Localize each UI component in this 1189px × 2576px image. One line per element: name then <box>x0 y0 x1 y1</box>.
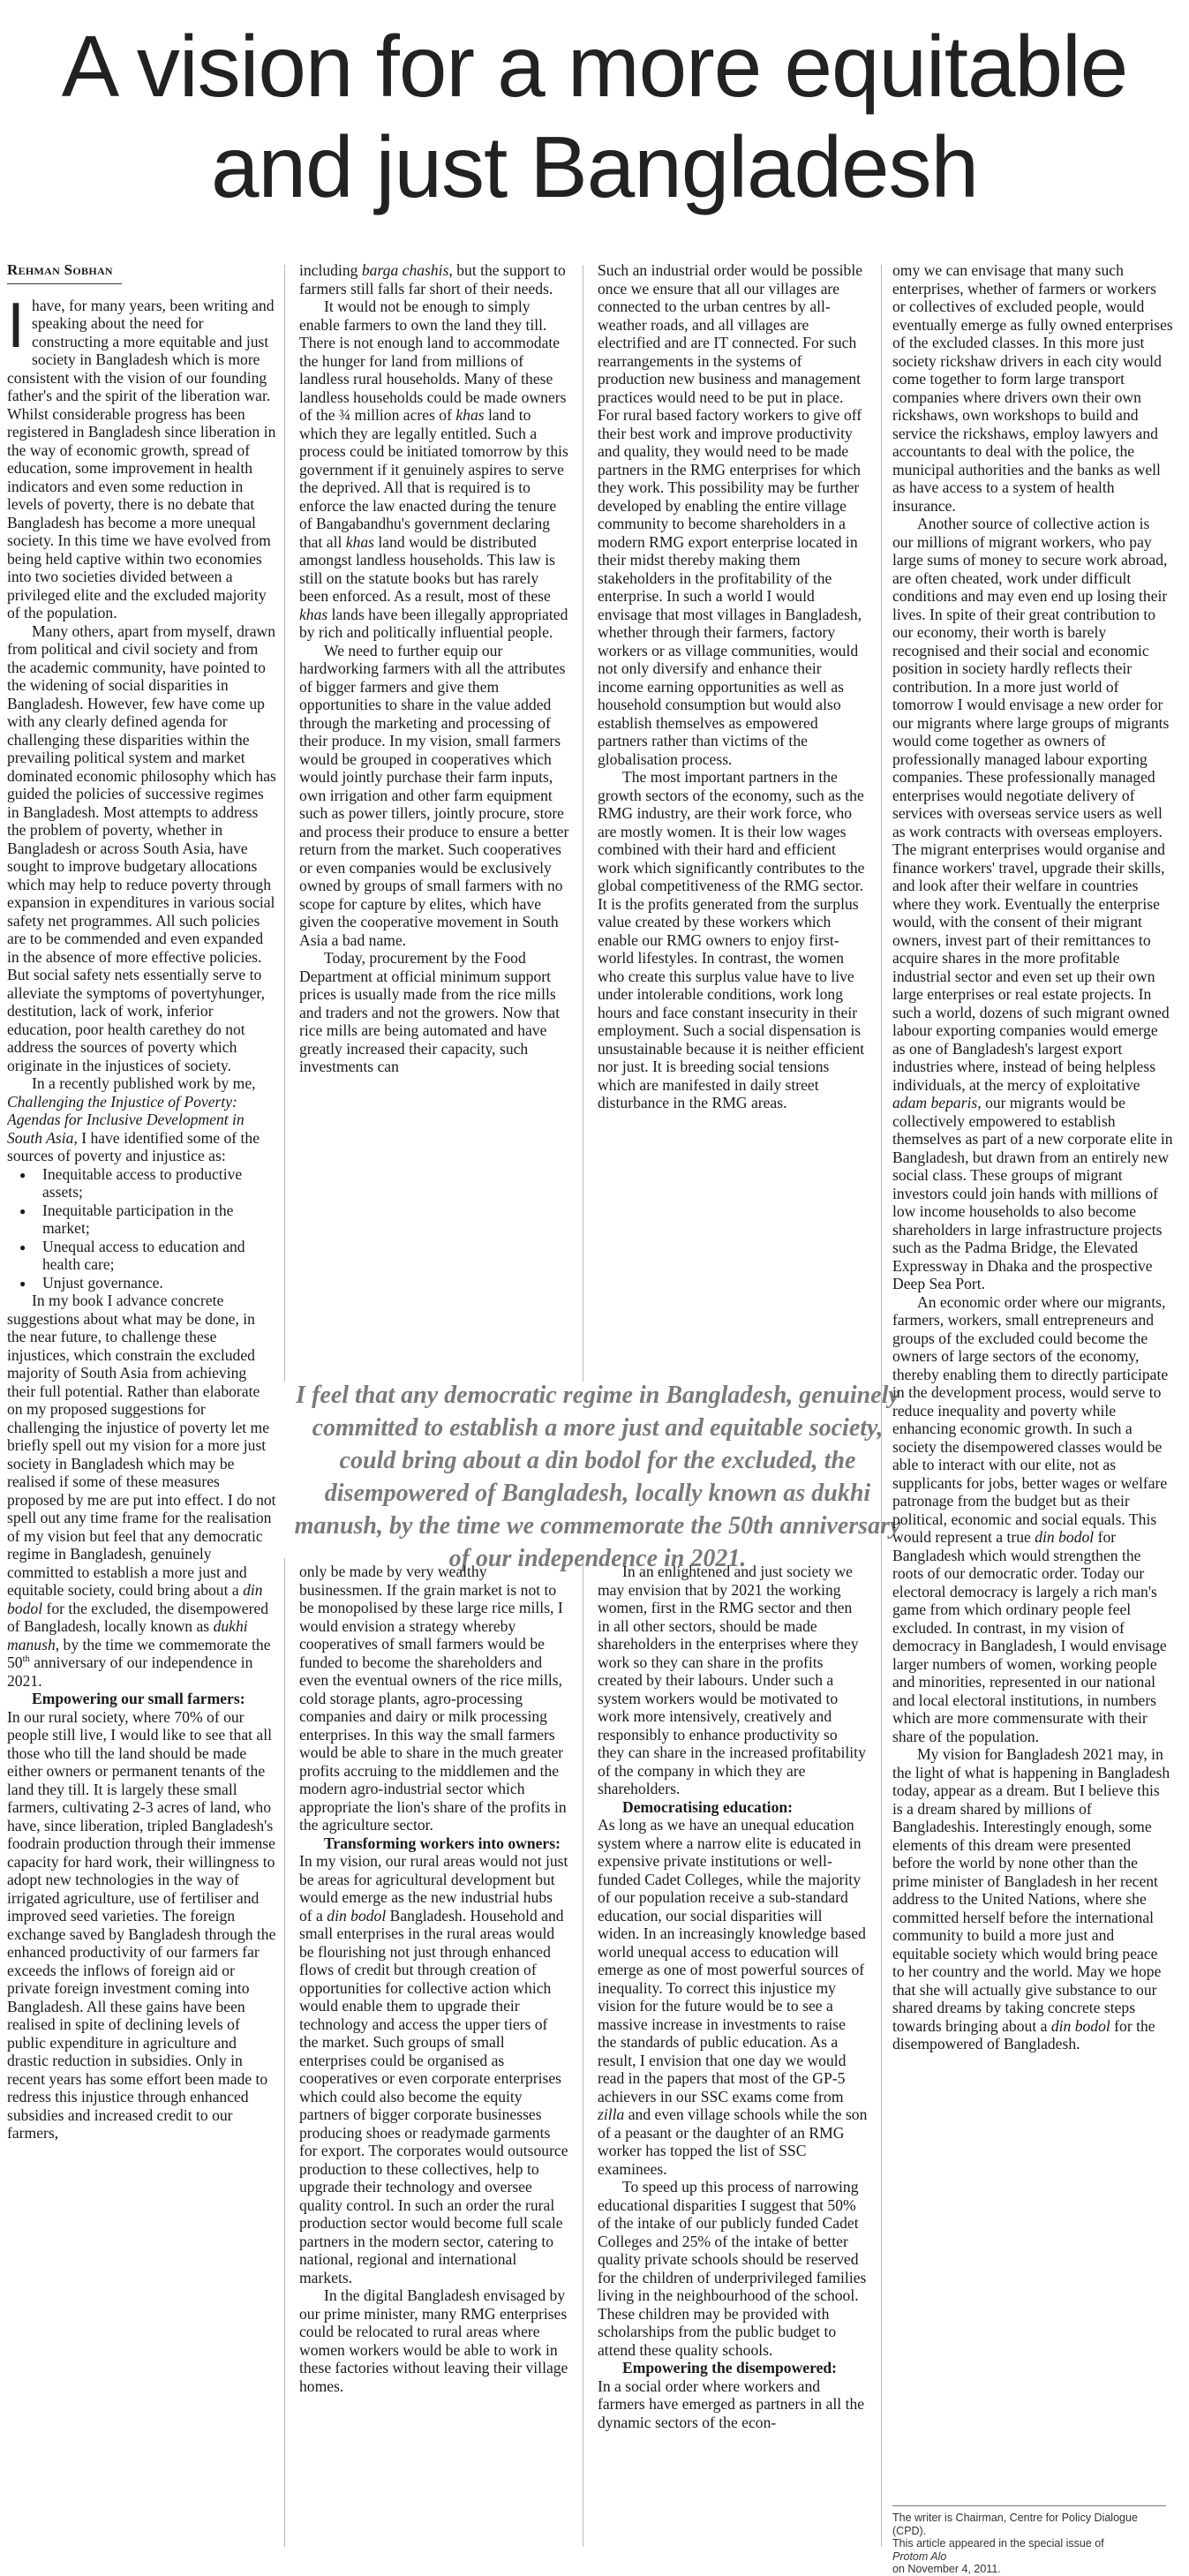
paragraph-text: , I have identified some of the sources of poverty and injustice as: <box>7 1128 260 1164</box>
paragraph: The most important partners in the growth sectors of the economy, such as the RMG industry, are their work force, who are mostly women. It is their low wages combined with their hard and efficient work which significantly contributes to the global competitiveness of the RMG sector. It is the profits generated from the surplus value created by these workers which enable our RMG owners to enjoy first-world lifestyles. In contrast, the women who create this surplus value have to live under intolerable conditions, work long hours and face constant insecurity in their employment. Such a social dispensation is unsustainable because it is neither efficient nor just. It is breeding social tensions which are manifested in daily street disturbance in the RMG areas. <box>598 768 865 1111</box>
subhead: Democratising education: <box>622 1797 794 1816</box>
paragraph-text: In my vision, our rural areas would not just be areas for agricultural development but would emerge as the new industrial hubs of a <box>299 1852 568 1924</box>
column-4 <box>892 261 1173 2500</box>
paragraph <box>598 1816 868 2178</box>
italic-term: din bodol <box>1050 2016 1110 2035</box>
paragraph-text: including <box>299 261 362 279</box>
paragraph <box>7 1074 277 1165</box>
paragraph-text: for the disempowered of Bangladesh. <box>892 2016 1155 2053</box>
paragraph <box>892 1293 1173 1746</box>
italic-term: khas <box>345 532 375 551</box>
column-3-top <box>598 261 868 1375</box>
paragraph-text: In a recently published work by me, <box>32 1074 256 1092</box>
paragraph-text: , but the support to farmers still falls far short of their needs. <box>299 261 566 298</box>
paragraph: Many others, apart from myself, drawn from political and civil society and from the academic community, have pointed to the widening of social disparities in Bangladesh. However, few have come up with any clearly defined agenda for challenging these disparities within the prevailing political system and market dominated economic philosophy which has guided the policies of successive regimes in Bangladesh. Most attempts to address the problem of poverty, whether in Bangladesh or across South Asia, have sought to improve budgetary allocations which may help to reduce poverty through expansion in expenditures in various social safety net programmes. All such policies are to be commended and even expanded in the absence of more effective policies. But social safety nets essentially serve to alleviate the symptoms of povertyhunger, destitution, lack of work, inferior education, poor health carethey do not address the sources of poverty which originate in the injustices of society. <box>7 621 276 1074</box>
paragraph-text: , by the time we commemorate the 50 <box>7 1635 271 1671</box>
author-note-line <box>892 2537 1166 2576</box>
paragraph: In the digital Bangladesh envisaged by our prime minister, many RMG enterprises could be relocated to rural areas where women workers would be able to work in these factories without leaving their village homes. <box>299 2286 568 2395</box>
italic-term: din bodol <box>1035 1528 1095 1546</box>
paragraph: only be made by very wealthy businessmen. If the grain market is not to be monopolised by these large rice mills, I would envision a strategy whereby cooperatives of small farmers would be funded to become the shareholders and even the eventual owners of the rice mills, cold storage plants, agro-processing companies and dairy or milk processing enterprises. In this way the small farmers would be able to share in the much greater profits accruing to the middlemen and the modern agro-industrial sector which appropriate the lion's share of the profits in the agriculture sector. <box>299 1563 567 1834</box>
column-1 <box>7 261 277 2552</box>
paragraph-text: lands have been illegally appropriated by rich and politically influential people. <box>299 605 568 641</box>
author-note <box>892 2505 1166 2576</box>
superscript: th <box>22 1654 30 1665</box>
subhead: Transforming workers into owners: <box>324 1834 561 1852</box>
paragraph: Such an industrial order would be possible once we ensure that all our villages are connected to the urban centres by all- weather roads, and all villages are electrified and are IT connected. For such rearrangements in the systems of production new business and management practices would need to be put in place. For rural based factory workers to give off their best work and improve productivity and quality, they would need to be made partners in the RMG enterprises for which they work. This possibility may be further developed by enabling the entire village community to become shareholders in a modern RMG export enterprise located in their midst thereby making them stakeholders in the profitability of the enterprise. In such a world I would envisage that most villages in Bangladesh, whether through their farmers, factory workers or as village communities, would not only diversify and enhance their income earning opportunities as well as household consumption but would also establish themselves as empowered partners rather than victims of the globalisation process. <box>598 261 863 768</box>
paragraph <box>299 261 569 298</box>
list-item: ● Unequal access to education and health care; <box>42 1238 277 1274</box>
list-item: ● Unjust governance. <box>42 1274 277 1292</box>
paragraph <box>892 1745 1173 2053</box>
paragraph-text: anniversary of our independence in 2021. <box>7 1653 253 1690</box>
italic-term: adam beparis <box>892 1094 978 1111</box>
column-3-bottom <box>598 1563 868 2553</box>
headline: A vision for a more equitable and just Bangladesh <box>61 18 1128 215</box>
paragraph <box>7 1292 277 1690</box>
subhead: Empowering the disempowered: <box>622 2359 838 2376</box>
author-note-line: The writer is Chairman, Centre for Policy Dialogue (CPD). <box>892 2512 1138 2537</box>
italic-term: din bodol <box>327 1906 387 1924</box>
italic-term: zilla <box>598 2105 625 2123</box>
paragraph-text: for the excluded, the disempowered of Bangladesh, locally known as <box>7 1599 269 1635</box>
pull-quote-text: I feel that any democratic regime in Bangladesh, genuinely committed to establish a more just and equitable society, could bring about a din bodol for the excluded, the disempowered of Bangladesh, locally known as dukhi manush, by the time we commemorate the 50th anniversary of our independence in 2021. <box>294 1382 901 1572</box>
italic-term: din bodol <box>7 1581 263 1617</box>
paragraph: We need to further equip our hardworking farmers with all the attributes of bigger farmers and give them opportunities to share in the value added through the marketing and processing of their produce. In my vision, small farmers would be grouped in cooperatives which would jointly purchase their farm inputs, own irrigation and other farm equipment such as power tillers, jointly procure, store and process their produce to ensure a better return from the market. Such cooperatives or even companies would be exclusively owned by groups of small farmers with no scope for capture by elites, which have given the cooperative movement in South Asia a bad name. <box>299 641 569 949</box>
paragraph-text: for Bangladesh which would strengthen the roots of our democratic order. Today our electoral democracy is largely a rich man's game from which ordinary people feel excluded. In contrast, in my vision of democracy in Bangladesh, I would envisage larger numbers of women, working people and minorities, represented in our national and local electoral institutions, in numbers which are more commensurate with their share of the population. <box>892 1528 1167 1745</box>
paragraph-text: land to which they are legally entitled. Such a process could be initiated tomorrow by this government if it genuinely aspires to serve the deprived. All that is required is to enforce the law enacted during the tenure of Bangabandhu's government declaring that all <box>299 406 568 551</box>
paragraph <box>299 298 569 642</box>
note-text: on November 4, 2011. <box>892 2563 1001 2575</box>
column-2-top <box>299 261 569 1375</box>
paragraph <box>299 1852 569 2286</box>
paragraph-text: Bangladesh. Household and small enterprises in the rural areas would be flourishing not just through enhanced flows of credit but through creation of opportunities for collective action which would enable them to upgrade their technology and access the upper tiers of the market. Such groups of small enterprises could be organised as cooperatives or even corporate enterprises which could also become the equity partners of bigger corporate businesses producing shoes or readymade garments for export. The corporates would outsource production to these collectives, help to upgrade their technology and oversee quality control. In such an order the rural production sector would become full scale partners in the modern sector, catering to national, regional and international markets. <box>299 1906 568 2286</box>
paragraph-text: An economic order where our migrants, farmers, workers, small entrepreneurs and groups of the excluded could become the owners of large sectors of the economy, thereby enabling them to directly participate in the development process, would serve to reduce inequality and poverty while enhancing economic growth. In such a society the disempowered classes would be able to interact with our elite, not as supplicants for jobs, better wages or welfare patronage from the budget but as their political, economic and social equals. This would represent a true <box>892 1292 1169 1546</box>
list-item: ● Inequitable participation in the market; <box>42 1201 277 1238</box>
column-rule <box>284 265 285 1382</box>
pull-quote <box>294 1379 901 1575</box>
paragraph: In an enlightened and just society we may envision that by 2021 the working women, first in the RMG sector and then in all other sectors, should be made shareholders in the enterprises where they work so they can share in the profits created by their labours. Under such a system workers would be motivated to work more intensively, creatively and responsibly to enhance productivity so they can share in the increased profitability of the company in which they are shareholders. <box>598 1563 866 1797</box>
book-title: Challenging the Injustice of Poverty: Agendas for Inclusive Development in South Asia <box>7 1092 245 1147</box>
note-text: This article appeared in the special issue of <box>892 2537 1104 2550</box>
list-item: ● Inequitable access to productive assets; <box>42 1165 277 1201</box>
column-rule <box>284 1558 285 2547</box>
subhead: Empowering our small farmers: <box>32 1690 245 1707</box>
paragraph-text: My vision for Bangladesh 2021 may, in the light of what is happening in Bangladesh today, appear as a dream. But I believe this is a dream shared by millions of Bangladeshis. Interestingly enough, some elements of this dream were presented before the world by none other than the prime minister of Bangladesh in her recent address to the United Nations, where she committed herself before the international community to build a more just and equitable society which would bring peace to her country and the world. May we hope that she will actually give substance to our shared dreams by taking concrete steps towards bringing about a <box>892 1745 1170 2035</box>
bullet-list <box>7 1165 277 1292</box>
italic-term: khas <box>299 605 328 623</box>
publication-name: Protom Alo <box>892 2550 947 2563</box>
paragraph-text: have, for many years, been writing and speaking about the need for constructing a more equitable and just society in Bangladesh which is more consistent with the vision of our founding father's and the spirit of the liberation war. Whilst considerable progress has been registered in Bangladesh since liberation in the way of economic growth, spread of education, some improvement in health indicators and even some reduction in levels of poverty, there is no debate that Bangladesh has become a more unequal society. In this time we have evolved from being held captive within two economies into two societies divided between a privileged elite and the excluded majority of the population. <box>7 296 276 621</box>
paragraph: Today, procurement by the Food Department at official minimum support prices is usually made from the rice mills and traders and not the growers. Now that rice mills are being automated and have greatly increased their capacity, such investments can <box>299 949 561 1075</box>
paragraph <box>7 290 277 622</box>
paragraph-text: It would not be enough to simply enable farmers to own the land they till. There is not enough land to accommodate the hunger for land from millions of landless rural households. Many of these landless households could be made owners of the ¾ million acres of <box>299 298 567 424</box>
paragraph: To speed up this process of narrowing educational disparities I suggest that 50% of the intake of our publicly funded Cadet Colleges and 25% of the intake of better quality private schools should be reserved for the children of underprivileged families living in the neighbourhood of the school. These children may be provided with scholarships from the public budget to attend these quality schools. <box>598 2178 867 2359</box>
byline: Rehman Sobhan <box>7 261 277 284</box>
paragraph: In a social order where workers and farmers have emerged as partners in all the dynamic sectors of the econ- <box>598 2376 865 2431</box>
drop-cap: I <box>7 290 26 361</box>
italic-term: barga chashis <box>361 261 449 279</box>
italic-term: dukhi manush <box>7 1617 248 1653</box>
paragraph-text: , our migrants would be collectively empowered to establish themselves as part of a new corporate elite in Bangladesh, but drawn from an entirely new social class. These groups of migrant investors could join hands with millions of low income households to also become shareholders in large infrastructure projects such as the Padma Bridge, the Elevated Expressway in Dhaka and the prospective Deep Sea Port. <box>892 1094 1173 1292</box>
paragraph-text: In my book I advance concrete suggestions about what may be done, in the near future, to challenge these injustices, which constrain the excluded majority of South Asia from achieving their full potential. Rather than elaborate on my proposed suggestions for challenging the injustice of poverty let me briefly spell out my vision for a more just society in Bangladesh which may be realised if some of these measures proposed by me are put into effect. I do not spell out any time frame for the realisation of my vision but feel that any democratic regime in Bangladesh, genuinely committed to establish a more just and equitable society, could bring about a <box>7 1292 276 1599</box>
paragraph: omy we can envisage that many such enterprises, whether of farmers or workers or collectives of excluded people, would eventually emerge as fully owned enterprises of the excluded classes. In this more just society rickshaw drivers in each city would come together to form large transport companies where drivers own their own rickshaws, own workshops to build and service the rickshaws, employ lawyers and accountants to deal with the police, the municipal authorities and the banks as well as have access to a system of health insurance. <box>892 261 1173 515</box>
paragraph-text: land would be distributed amongst landless households. This law is still on the statute books but has rarely been enforced. As a result, most of these <box>299 532 555 605</box>
italic-term: khas <box>455 406 485 424</box>
paragraph: In our rural society, where 70% of our people still live, I would like to see that all those who till the land should be made either owners or permanent tenants of the land they till. It is largely these small farmers, cultivating 2-3 acres of land, who have, since liberation, tripled Bangladesh's foodrain production through their immense capacity for hard work, their willingness to adopt new technologies in the way of irrigated agriculture, use of fertiliser and improved seed varieties. The foreign exchange saved by Bangladesh through the enhanced productivity of our farmers far exceeds the inflows of foreign aid or private foreign investment coming into Bangladesh. All these gains have been realised in spite of declining levels of public expenditure in agriculture and drastic reduction in subsidies. Only in recent years has some effort been made to redress this injustice through enhanced subsidies and increased credit to our farmers, <box>7 1707 276 2142</box>
paragraph-text: and even village schools while the son of a peasant or the daughter of an RMG worker has topped the list of SSC examinees. <box>598 2105 868 2178</box>
column-2-bottom <box>299 1563 569 2553</box>
paragraph <box>892 515 1173 1293</box>
paragraph-text: As long as we have an unequal education system where a narrow elite is educated in expensive private institutions or well-funded Cadet Colleges, while the majority of our population receive a sub-standard education, our social disparities will widen. In an increasingly knowledge based world unequal access to education will emerge as one of most powerful sources of inequality. To correct this injustice my vision for the future would be to see a massive increase in investments to raise the standards of public education. As a result, I envision that one day we would read in the papers that most of the GP-5 achievers in our SSC exams come from <box>598 1816 866 2105</box>
paragraph-text: Another source of collective action is our millions of migrant workers, who pay large sums of money to secure work abroad, are often cheated, work under difficult conditions and may even end up losing their lives. In spite of their great contribution to our economy, their worth is barely recognised and their social and economic position in society hardly reflects their contribution. In a more just world of tomorrow I would envisage a new order for our migrants where large groups of migrants would come together as owners of professionally managed labour exporting companies. These professionally managed enterprises would negotiate delivery of services with overseas service users as well as work contracts with overseas employers. The migrant enterprises would organise and finance workers' travel, upgrade their skills, and look after their welfare in countries where they work. Eventually the enterprise would, with the consent of their migrant owners, invest part of their remittances to acquire shares in the more profitable industrial sector and even set up their own large enterprises or real estate projects. In such a world, dozens of such migrant owned labour exporting companies would emerge as one of Bangladesh's largest export industries where, instead of being helpless individuals, at the mercy of exploitative <box>892 515 1170 1094</box>
